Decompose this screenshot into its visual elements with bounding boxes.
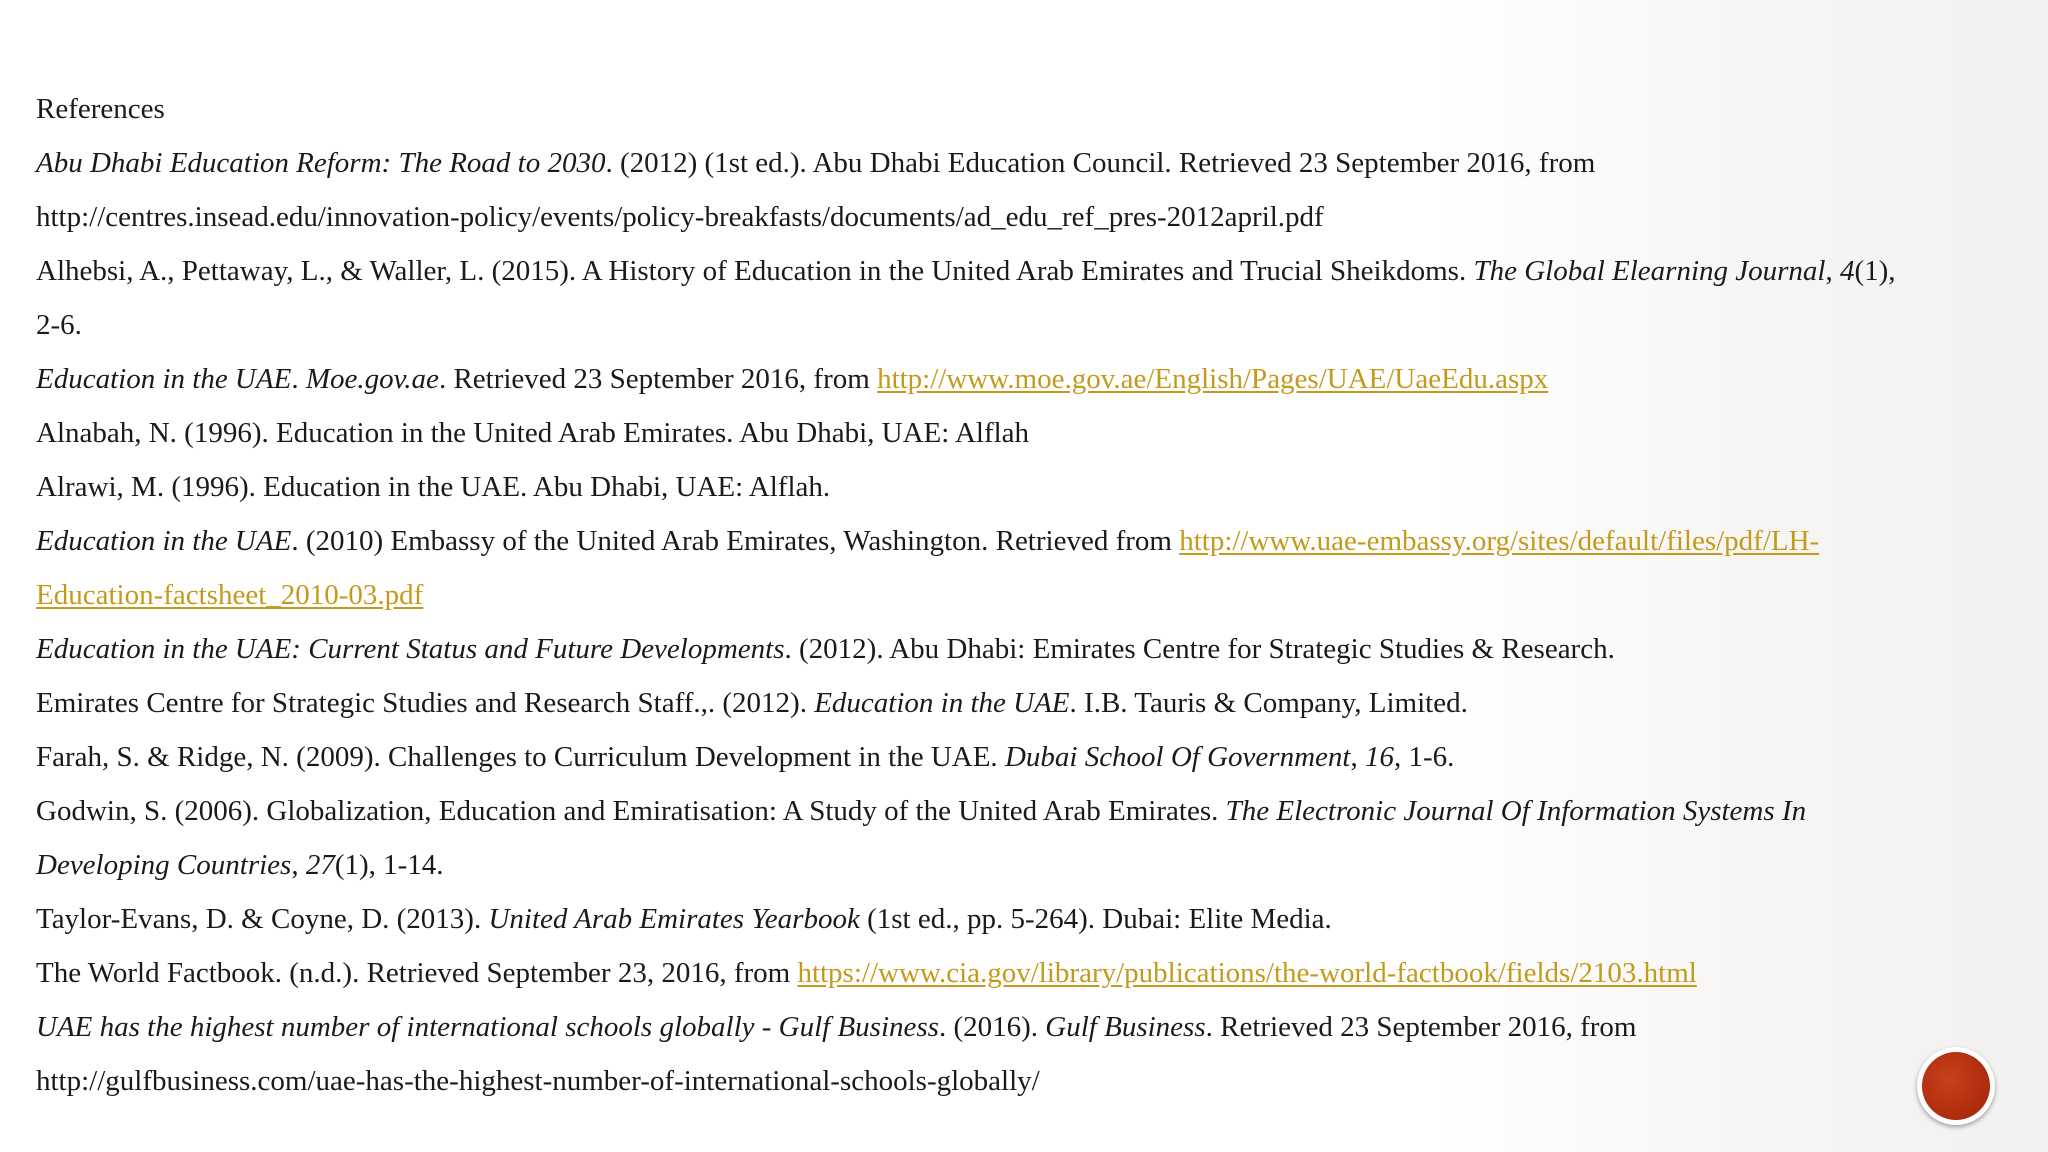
reference-abu-dhabi-reform: Abu Dhabi Education Reform: The Road to 2030. (2012) (1st ed.). Abu Dhabi Education Council. Retrieved 23 September 2016, from bbox=[36, 147, 1596, 179]
reference-godwin: Godwin, S. (2006). Globalization, Education and Emiratisation: A Study of the United Arab Emirates. The Electronic Journal Of Information Systems In bbox=[36, 795, 1807, 827]
slide-nav-button[interactable] bbox=[1917, 1047, 1995, 1125]
reference-gulf-business: UAE has the highest number of international schools globally - Gulf Business. (2016). Gulf Business. Retrieved 23 September 2016, from bbox=[36, 1011, 1637, 1043]
reference-abu-dhabi-reform-url: http://centres.insead.edu/innovation-policy/events/policy-breakfasts/documents/ad_edu_ref_pres-2012april.pdf bbox=[36, 201, 1324, 233]
references-list bbox=[36, 82, 1996, 1108]
reference-current-status: Education in the UAE: Current Status and Future Developments. (2012). Abu Dhabi: Emirates Centre for Strategic Studies & Research. bbox=[36, 633, 1615, 665]
reference-taylor-evans: Taylor-Evans, D. & Coyne, D. (2013). United Arab Emirates Yearbook (1st ed., pp. 5-264). Dubai: Elite Media. bbox=[36, 903, 1332, 935]
reference-ecssr: Emirates Centre for Strategic Studies and Research Staff.,. (2012). Education in the UAE. I.B. Tauris & Company, Limited. bbox=[36, 687, 1468, 719]
embassy-link-cont[interactable]: Education-factsheet_2010-03.pdf bbox=[36, 579, 424, 611]
references-heading: References bbox=[36, 93, 165, 125]
embassy-link[interactable]: http://www.uae-embassy.org/sites/default/files/pdf/LH- bbox=[1179, 525, 1820, 557]
reference-godwin-cont: Developing Countries, 27(1), 1-14. bbox=[36, 849, 444, 881]
moe-link[interactable]: http://www.moe.gov.ae/English/Pages/UAE/UaeEdu.aspx bbox=[877, 363, 1549, 395]
reference-farah: Farah, S. & Ridge, N. (2009). Challenges to Curriculum Development in the UAE. Dubai School Of Government, 16, 1-6. bbox=[36, 741, 1455, 773]
nav-circle-icon bbox=[1922, 1052, 1990, 1120]
cia-link[interactable]: https://www.cia.gov/library/publications/the-world-factbook/fields/2103.html bbox=[797, 957, 1697, 989]
reference-moe: Education in the UAE. Moe.gov.ae. Retrieved 23 September 2016, from http://www.moe.gov.ae/English/Pages/UAE/UaeEdu.aspx bbox=[36, 363, 1549, 395]
reference-alnabah: Alnabah, N. (1996). Education in the United Arab Emirates. Abu Dhabi, UAE: Alflah bbox=[36, 417, 1030, 449]
reference-embassy: Education in the UAE. (2010) Embassy of the United Arab Emirates, Washington. Retrieved from http://www.uae-embassy.org/sites/default/files/pdf/LH- bbox=[36, 525, 1820, 557]
reference-world-factbook: The World Factbook. (n.d.). Retrieved September 23, 2016, from https://www.cia.gov/library/publications/the-world-factbook/fields/2103.html bbox=[36, 957, 1697, 989]
reference-alhebsi-pages: 2-6. bbox=[36, 309, 82, 341]
reference-gulf-business-url: http://gulfbusiness.com/uae-has-the-highest-number-of-international-schools-globally/ bbox=[36, 1065, 1040, 1097]
reference-alrawi: Alrawi, M. (1996). Education in the UAE. Abu Dhabi, UAE: Alflah. bbox=[36, 471, 831, 503]
reference-embassy-cont bbox=[36, 568, 1996, 622]
reference-title: Abu Dhabi Education Reform: The Road to 2030 bbox=[36, 147, 606, 179]
reference-journal: The Global Elearning Journal bbox=[1473, 255, 1826, 287]
reference-alhebsi: Alhebsi, A., Pettaway, L., & Waller, L. (2015). A History of Education in the United Arab Emirates and Trucial Sheikdoms. The Global Elearning Journal, 4(1), bbox=[36, 255, 1896, 287]
